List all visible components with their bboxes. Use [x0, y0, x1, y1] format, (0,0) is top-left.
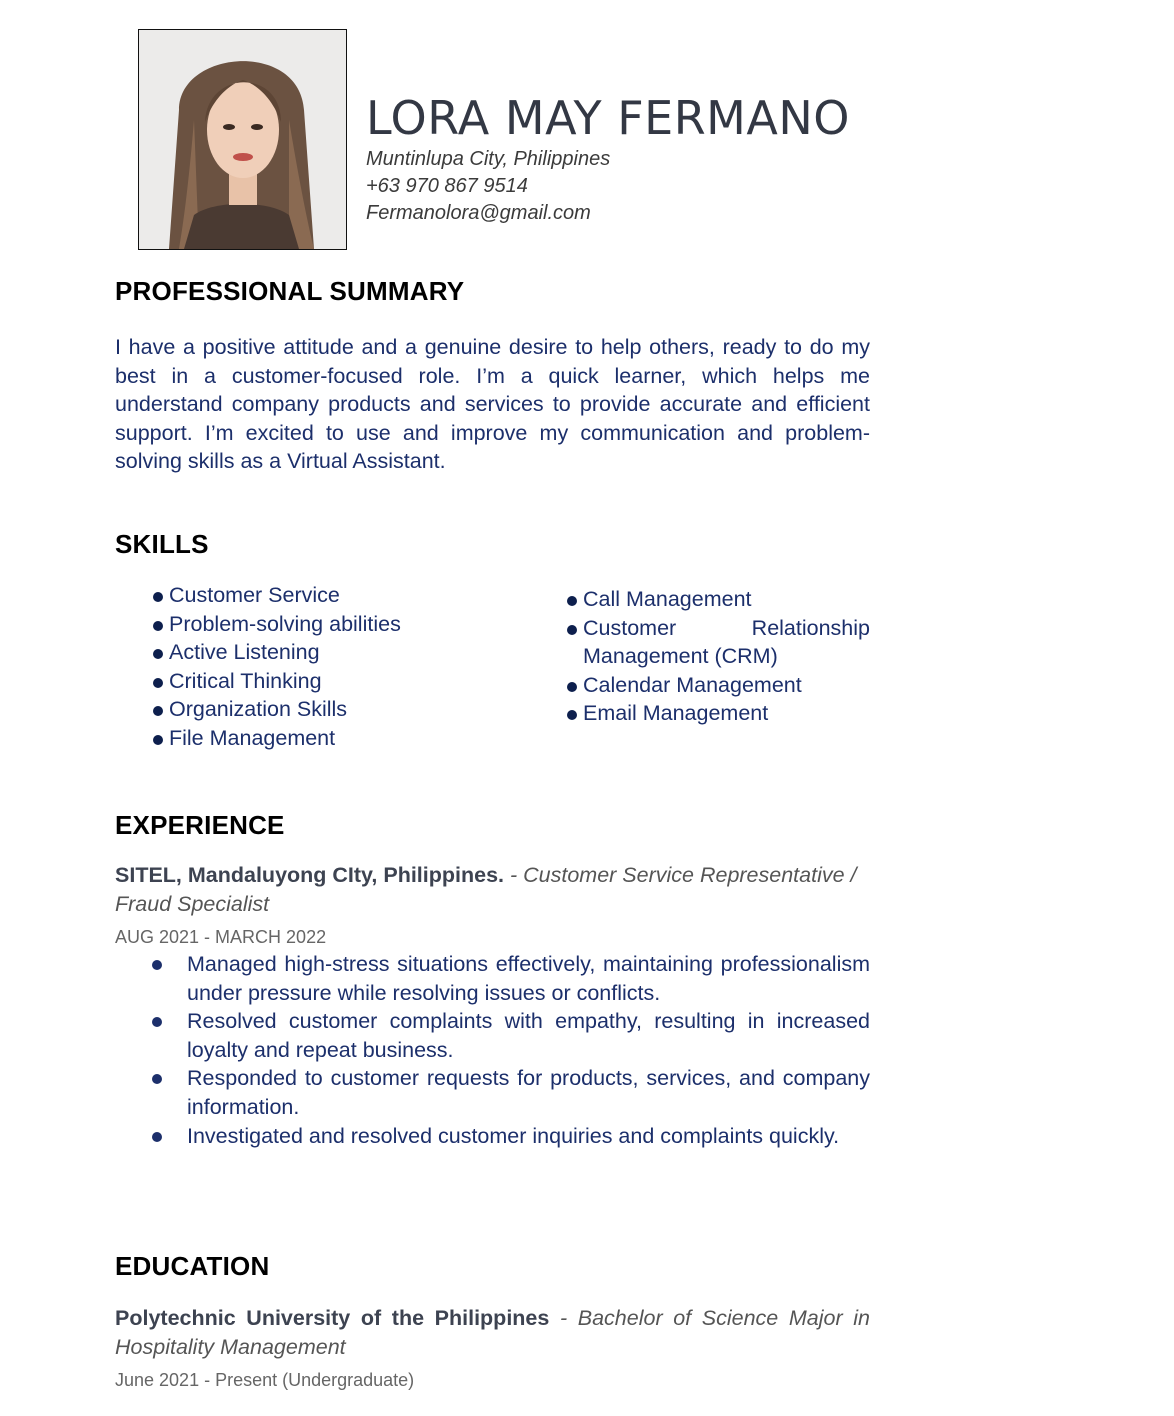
skill-item: Email Management	[567, 699, 870, 728]
portrait-image	[139, 30, 346, 249]
skill-item: Critical Thinking	[153, 667, 401, 696]
resume-header	[366, 92, 850, 227]
candidate-name: LORA MAY FERMANO	[366, 91, 850, 145]
summary-text: I have a positive attitude and a genuine desire to help others, ready to do my best in a customer-focused role. I’m a quick learner, which helps me understand company products and services to provide accurate and efficient support. I’m excited to use and improve my communication and problem-solving skills as a Virtual Assistant.	[115, 335, 870, 474]
degree-text: Bachelor of Science Major in Hospitality Management	[115, 1306, 870, 1359]
experience-bullet: Investigated and resolved customer inquiries and complaints quickly.	[152, 1122, 870, 1151]
bullet-icon	[153, 621, 163, 631]
bullet-icon	[153, 592, 163, 602]
summary-heading: PROFESSIONAL SUMMARY	[115, 276, 465, 306]
bullet-icon	[153, 706, 163, 716]
skill-item: Problem-solving abilities	[153, 610, 401, 639]
experience-bullet: Responded to customer requests for products, services, and company information.	[152, 1064, 870, 1121]
experience-bullet: Managed high-stress situations effectively, maintaining professionalism under pressure while resolving issues or conflicts.	[152, 950, 870, 1007]
skills-heading: SKILLS	[115, 529, 209, 559]
skill-item	[567, 614, 870, 671]
bullet-icon	[152, 1132, 162, 1142]
skill-item: Customer Service	[153, 581, 401, 610]
bullet-icon	[567, 710, 577, 720]
skill-item: Calendar Management	[567, 671, 870, 700]
bullet-icon	[567, 596, 577, 606]
phone-text: +63 970 867 9514	[366, 175, 528, 197]
email-text: Fermanolora@gmail.com	[366, 202, 591, 224]
profile-photo	[138, 29, 347, 250]
company-name: SITEL, Mandaluyong CIty, Philippines.	[115, 863, 505, 887]
school-name: Polytechnic University of the Philippines	[115, 1306, 550, 1330]
skills-list-left	[153, 581, 401, 753]
bullet-icon	[152, 1074, 162, 1084]
bullet-icon	[152, 1017, 162, 1027]
experience-entry-header	[115, 861, 875, 919]
experience-dates: AUG 2021 - MARCH 2022	[115, 927, 327, 947]
bullet-icon	[153, 735, 163, 745]
skill-crm-line2: Management (CRM)	[583, 644, 778, 669]
bullet-icon	[567, 625, 577, 635]
skill-crm-line1: Customer Relationship	[583, 615, 870, 640]
bullet-icon	[152, 960, 162, 970]
education-heading: EDUCATION	[115, 1251, 270, 1281]
experience-bullet: Resolved customer complaints with empathy, resulting in increased loyalty and repeat business.	[152, 1007, 870, 1064]
skills-list-right	[567, 585, 870, 728]
experience-heading: EXPERIENCE	[115, 810, 285, 840]
education-dates: June 2021 - Present (Undergraduate)	[115, 1370, 415, 1390]
bullet-icon	[567, 682, 577, 692]
skill-item: Active Listening	[153, 638, 401, 667]
location-text: Muntinlupa City, Philippines	[366, 148, 611, 170]
separator: -	[549, 1306, 578, 1330]
skill-item: File Management	[153, 724, 401, 753]
bullet-icon	[153, 678, 163, 688]
separator: -	[504, 863, 524, 887]
skill-item: Organization Skills	[153, 695, 401, 724]
bullet-icon	[153, 649, 163, 659]
experience-bullets	[152, 950, 870, 1150]
job-role: Customer Service Representative / Fraud Specialist	[115, 863, 857, 916]
skill-item: Call Management	[567, 585, 870, 614]
education-entry-header	[115, 1304, 870, 1361]
